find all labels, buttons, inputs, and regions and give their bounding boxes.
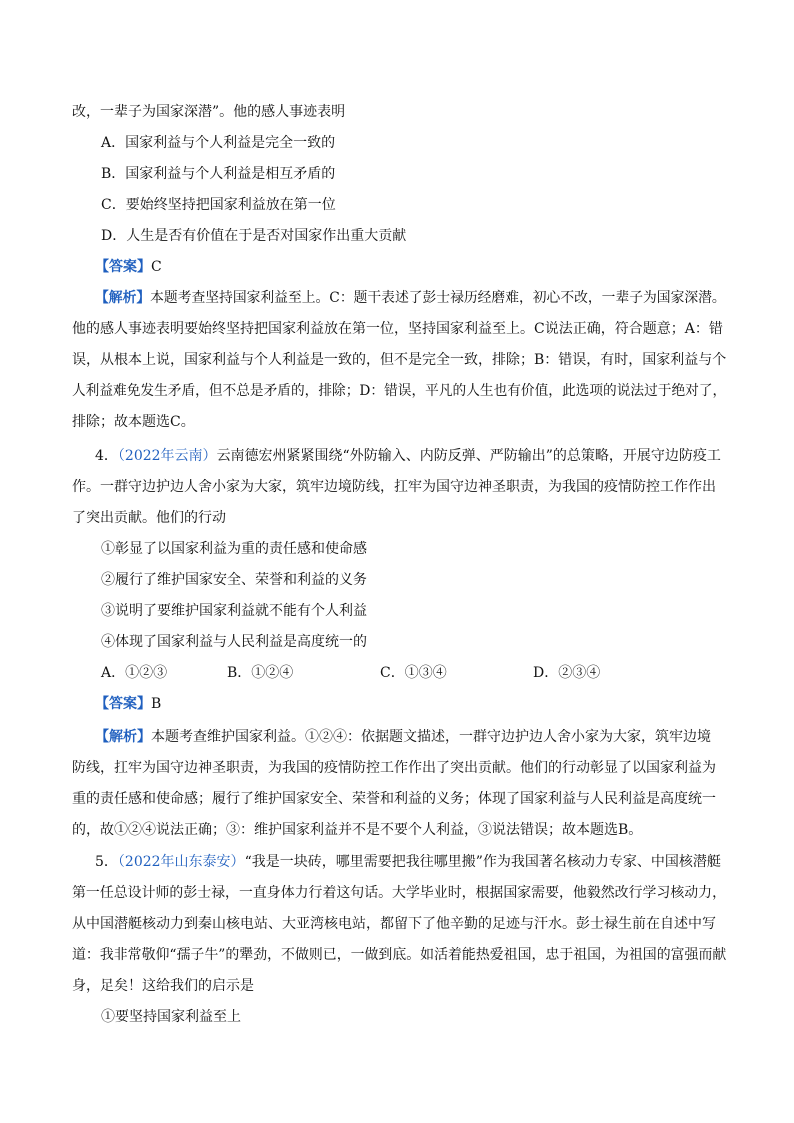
q5-stem-line-2: 第一任总设计师的彭士禄，一直身体力行着这句话。大学毕业时，根据国家需要，他毅然改行学习核动力， bbox=[72, 885, 726, 901]
q5-source: （2022年山东泰安） bbox=[117, 854, 245, 870]
q4-answer bbox=[95, 694, 161, 714]
q4-stem-line-2: 作。一群守边护边人舍小家为大家，筑牢边境防线，扛牢为国守边神圣职责，为我国的疫情防控工作作出 bbox=[72, 479, 716, 495]
q4-stem-line-1: 4．（2022年云南）云南德宏州紧紧围绕“外防输入、内防反弹、严防输出”的总策略，开展守边防疫工 bbox=[95, 448, 721, 464]
q5-statement-1: ①要坚持国家利益至上 bbox=[101, 1009, 241, 1025]
q4-analysis-label: 【解析】 bbox=[95, 729, 151, 745]
q4-analysis-line-2: 防线，扛牢为国守边神圣职责，为我国的疫情防控工作作出了突出贡献。他们的行动彰显了以国家利益为 bbox=[72, 760, 716, 776]
q5-stem-line-3: 从中国潜艇核动力到秦山核电站、大亚湾核电站，都留下了他辛勤的足迹与汗水。彭士禄生前在自述中写 bbox=[72, 916, 716, 932]
q3-option-c: C．要始终坚持把国家利益放在第一位 bbox=[101, 197, 336, 213]
q4-number: 4． bbox=[95, 448, 118, 464]
q4-answer-value: B bbox=[151, 696, 162, 712]
q5-stem-line-5: 身，足矣！这给我们的启示是 bbox=[72, 978, 254, 994]
q4-option-c: C．①③④ bbox=[380, 665, 447, 681]
q4-analysis-line-3: 重的责任感和使命感；履行了维护国家安全、荣誉和利益的义务；体现了国家利益与人民利益是高度统一 bbox=[72, 791, 716, 807]
q3-analysis-line-3: 误，从根本上说，国家利益与个人利益是一致的，但不是完全一致，排除；B：错误，有时，国家利益与个 bbox=[72, 352, 727, 368]
q3-answer bbox=[95, 257, 162, 277]
q3-option-a: A．国家利益与个人利益是完全一致的 bbox=[101, 135, 336, 151]
q3-analysis-line-5: 排除；故本题选C。 bbox=[72, 414, 195, 430]
q4-statement-3: ③说明了要维护国家利益就不能有个人利益 bbox=[101, 603, 367, 619]
q3-analysis-line-2: 他的感人事迹表明要始终坚持把国家利益放在第一位，坚持国家利益至上。C说法正确，符合题意；A：错 bbox=[72, 321, 723, 337]
q4-analysis-line-1: 【解析】本题考查维护国家利益。①②④：依据题文描述，一群守边护边人舍小家为大家，筑牢边境 bbox=[95, 729, 711, 745]
q3-option-d: D．人生是否有价值在于是否对国家作出重大贡献 bbox=[101, 228, 407, 244]
q4-option-a: A．①②③ bbox=[101, 665, 168, 681]
q4-answer-label: 【答案】 bbox=[95, 696, 151, 712]
q3-answer-label: 【答案】 bbox=[95, 259, 151, 275]
q3-analysis-label: 【解析】 bbox=[95, 290, 151, 306]
q4-statement-2: ②履行了维护国家安全、荣誉和利益的义务 bbox=[101, 572, 367, 588]
q4-option-d: D．②③④ bbox=[533, 665, 601, 681]
q3-stem-tail: 改，一辈子为国家深潜”。他的感人事迹表明 bbox=[72, 104, 346, 120]
q5-number: 5． bbox=[95, 854, 118, 870]
q4-stem-line-3: 了突出贡献。他们的行动 bbox=[72, 510, 226, 526]
q5-stem-line-4: 道：我非常敬仰“孺子牛”的犟劲，不做则已，一做到底。如活着能热爱祖国，忠于祖国，为祖国的富强而献 bbox=[72, 947, 727, 963]
q3-analysis-line-4: 人利益难免发生矛盾，但不总是矛盾的，排除；D：错误，平凡的人生也有价值，此选项的说法过于绝对了， bbox=[72, 383, 727, 399]
q3-option-b: B．国家利益与个人利益是相互矛盾的 bbox=[101, 166, 336, 182]
q4-analysis-line-4: 的，故①②④说法正确；③：维护国家利益并不是不要个人利益，③说法错误；故本题选B。 bbox=[72, 822, 643, 838]
q4-source: （2022年云南） bbox=[117, 448, 217, 464]
q3-answer-value: C bbox=[151, 259, 162, 275]
q4-option-b: B．①②④ bbox=[227, 665, 294, 681]
q3-analysis-line-1: 【解析】本题考查坚持国家利益至上。C：题干表述了彭士禄历经磨难，初心不改，一辈子为国家深潜。 bbox=[95, 290, 726, 306]
q5-stem-line-1: 5．（2022年山东泰安）“我是一块砖，哪里需要把我往哪里搬”作为我国著名核动力专家、中国核潜艇 bbox=[95, 854, 721, 870]
q4-statement-1: ①彰显了以国家利益为重的责任感和使命感 bbox=[101, 541, 367, 557]
q4-statement-4: ④体现了国家利益与人民利益是高度统一的 bbox=[101, 634, 367, 650]
